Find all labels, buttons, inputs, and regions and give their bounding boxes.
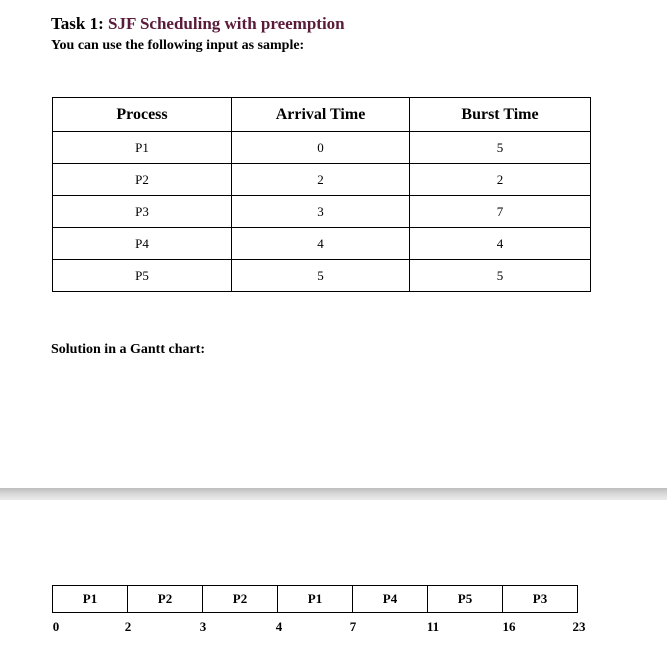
gantt-block: P2	[203, 586, 278, 612]
table-row	[53, 164, 591, 196]
process-cell: P3	[53, 196, 232, 228]
process-cell: P2	[53, 164, 232, 196]
header-arrival-time: Arrival Time	[232, 98, 410, 132]
gantt-tick: 16	[502, 619, 516, 634]
gantt-tick: 3	[199, 619, 207, 634]
header-burst-time: Burst Time	[410, 98, 591, 132]
arrival-cell: 3	[232, 196, 410, 228]
task-subtitle: You can use the following input as sample:	[51, 38, 305, 53]
burst-cell: 4	[410, 228, 591, 260]
gantt-block: P2	[128, 586, 203, 612]
burst-cell: 2	[410, 164, 591, 196]
process-cell: P1	[53, 132, 232, 164]
gantt-tick: 11	[426, 619, 440, 634]
gantt-tick: 7	[349, 619, 357, 634]
burst-cell: 5	[410, 260, 591, 292]
gantt-block: P1	[278, 586, 353, 612]
gantt-tick: 4	[275, 619, 283, 634]
task-label: Task 1:	[51, 14, 104, 33]
table-row	[53, 132, 591, 164]
table-header-row	[53, 98, 591, 132]
arrival-cell: 0	[232, 132, 410, 164]
arrival-cell: 4	[232, 228, 410, 260]
task-title-text: SJF Scheduling with preemption	[108, 14, 345, 33]
gantt-tick: 2	[124, 619, 132, 634]
gantt-chart	[52, 585, 578, 613]
arrival-cell: 2	[232, 164, 410, 196]
arrival-cell: 5	[232, 260, 410, 292]
gantt-block: P5	[428, 586, 503, 612]
gantt-heading: Solution in a Gantt chart:	[51, 342, 206, 357]
gantt-block: P3	[532, 591, 548, 606]
gantt-block: P4	[353, 586, 428, 612]
burst-cell: 5	[410, 132, 591, 164]
burst-cell: 7	[410, 196, 591, 228]
table-row	[53, 196, 591, 228]
header-process: Process	[53, 98, 232, 132]
table-row	[53, 260, 591, 292]
table-row	[53, 228, 591, 260]
gantt-tick: 0	[52, 619, 60, 634]
gantt-tick: 23	[572, 619, 586, 634]
task-title	[51, 14, 345, 34]
gantt-block: P1	[53, 586, 128, 612]
process-cell: P4	[53, 228, 232, 260]
page-divider	[0, 488, 667, 500]
process-table	[52, 97, 591, 292]
process-cell: P5	[53, 260, 232, 292]
